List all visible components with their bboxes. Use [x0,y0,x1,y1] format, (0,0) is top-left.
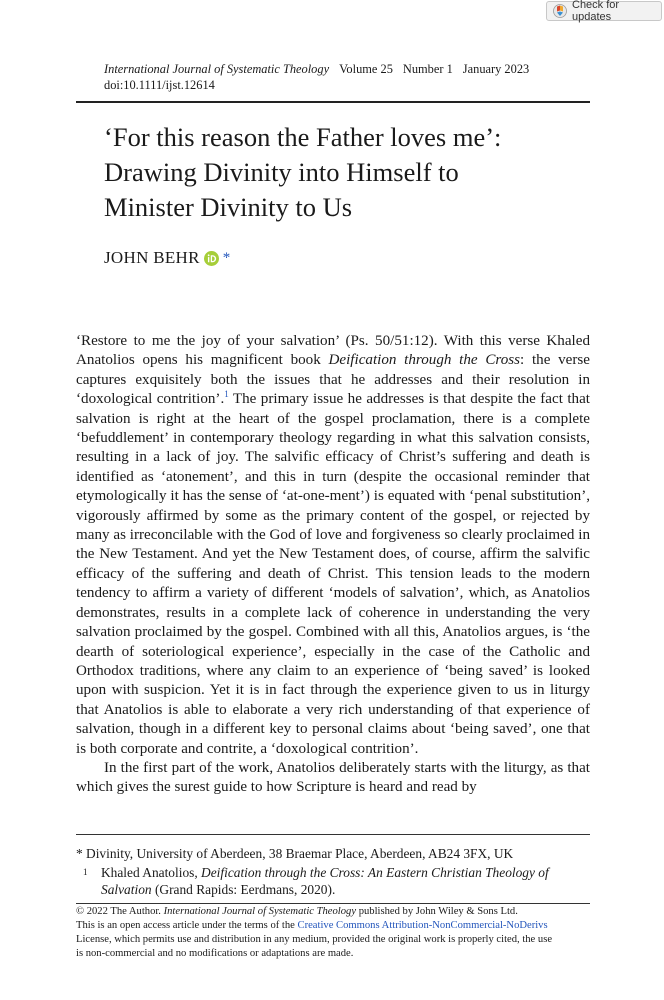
article-body [76,332,590,798]
license-link[interactable]: Creative Commons Attribution-NonCommercial-NoDerivs [297,920,548,931]
copyright-line-1 [76,905,590,919]
copyright-notice [76,905,590,961]
check-updates-label: Check for updates [572,0,620,23]
title-line-1: ‘For this reason the Father loves me’: [104,122,502,152]
journal-header [104,61,564,77]
affiliation-footnote: * Divinity, University of Aberdeen, 38 Braemar Place, Aberdeen, AB24 3FX, UK [76,846,514,861]
article-title [104,120,574,225]
author-footnote-mark[interactable]: * [222,249,231,266]
footnote-1-title-b: Salvation [101,882,152,897]
book-title: Deification through the Cross [328,352,521,369]
copyright-journal: International Journal of Systematic Theology [163,906,357,917]
copyright-text-b: published by John Wiley & Sons Ltd. [356,906,518,917]
copyright-line-4: is non-commercial and no modifications or adaptations are made. [76,948,354,959]
footnote-rule [76,834,590,835]
header-rule [76,101,590,103]
copyright-line-2 [76,919,590,933]
footnote-1-text-a: Khaled Anatolios, [101,865,202,880]
journal-name: International Journal of Systematic Theology [104,62,330,76]
body-paragraph-1 [76,332,590,759]
p1-text-c: The primary issue he addresses is that despite the fact that salvation is right at the heart of the gospel proclamation, there is a complete ‘befuddlement’ in contemporary theology regarding in what this salvation consists, resulting in a lack of joy. The salvific efficacy of Christ’s suffering and death is identified as ‘atonement’, and this in turn (despite the occasional reminder that etymologically it has the sense of ‘at-one-ment’) is equated with ‘penal substitution’, vigorously affirmed by some as the primary content of the gospel, or rejected by many as irreconcilable with the God of love and forgiveness so clearly proclaimed in the New Testament. And yet the New Testament does, of course, affirm the salvific efficacy of the suffering and death of Christ. This tension leads to the modern tendency to affirm a variety of different ‘models of salvation’, which, as Anatolios demonstrates, results in a complete lack of coherence in understanding the very salvation proclaimed by the gospel. Combined with all this, Anatolios argues, is ‘the dearth of soteriological experience’, especially in the case of the Catholic and Orthodox traditions, where any claim to an experience of ‘being saved’ is looked upon with suspicion. Yet it is in fact through the experience given to us in liturgy that Anatolios is able to elaborate a very rich understanding of that experience of salvation, though in a different key to personal claims about ‘being saved’, one that is both corporate and contrite, a ‘doxological contrition’. [76,391,590,757]
check-updates-icon [553,4,567,18]
copyright-rule [76,903,590,904]
copyright-line-3: License, which permits use and distribution in any medium, provided the original work is properly cited, the use [76,934,553,945]
footnote-1 [83,864,590,898]
journal-volume: Volume 25 [339,62,393,76]
orcid-icon[interactable] [204,251,219,266]
doi[interactable]: doi:10.1111/ijst.12614 [104,78,215,92]
p1-text-a: ‘Restore to me the joy of your salvation’ (Ps. 50/51:12). With this verse Khaled Anatolios opens his magnificent book [76,333,590,369]
title-line-2: Drawing Divinity into Himself to [104,157,459,187]
p1-text-b: : the verse captures exquisitely both the issues that he addresses and their resolution in ‘doxological contrition’. [76,352,590,408]
author-name[interactable]: JOHN BEHR [104,248,200,267]
title-line-3: Minister Divinity to Us [104,192,353,222]
footnote-1-number: 1 [83,867,88,877]
journal-number: Number 1 [402,62,453,76]
license-text-a: This is an open access article under the terms of the [76,920,298,931]
copyright-text-a: © 2022 The Author. [76,906,164,917]
author-line [104,248,231,268]
body-paragraph-2: In the first part of the work, Anatolios deliberately starts with the liturgy, as that which gives the surest guide to how Scripture is heard and read by [76,759,590,796]
check-for-updates-button[interactable] [546,1,662,21]
footnote-1-title-a: Deification through the Cross: An Eastern Christian Theology of [201,865,549,880]
footnote-ref-1[interactable]: 1 [224,389,229,400]
journal-date: January 2023 [462,62,530,76]
footnote-1-text-b: (Grand Rapids: Eerdmans, 2020). [151,882,336,897]
